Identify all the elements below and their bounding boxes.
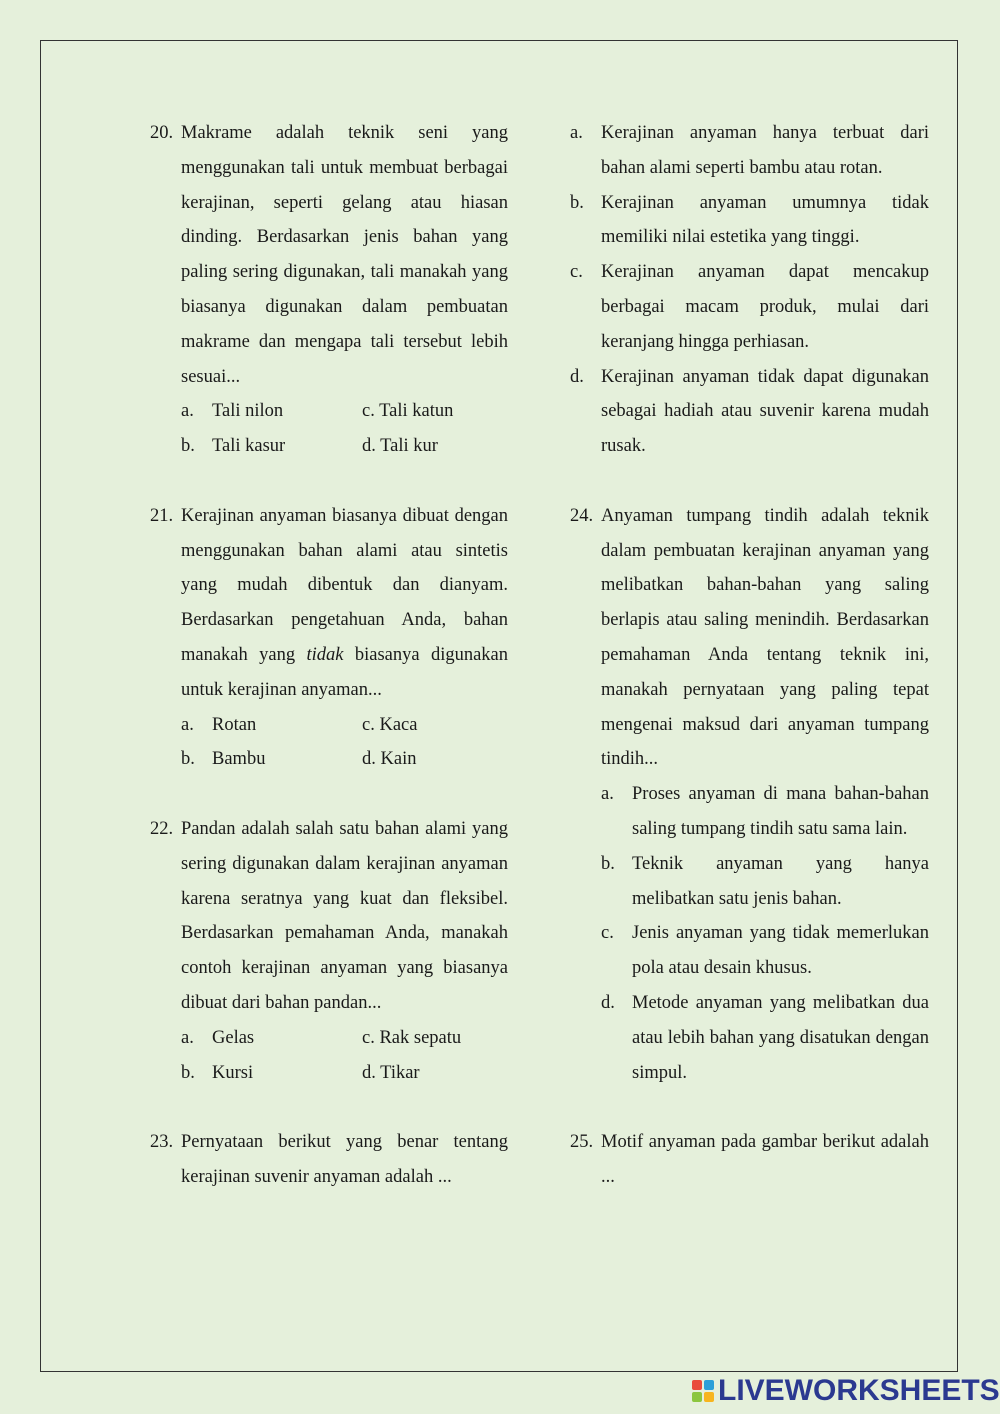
option-letter: b. [601, 853, 615, 874]
option-text: Jenis anyaman yang tidak memerlukan pola atau desain khusus. [632, 923, 929, 979]
option-a[interactable] [181, 394, 362, 429]
option-text: d. Tikar [362, 1062, 420, 1083]
option-d[interactable] [362, 1056, 508, 1091]
logo-tile-red [692, 1380, 702, 1390]
option-d[interactable] [362, 742, 508, 777]
question-number: 20. [150, 123, 174, 143]
option-letter: d. [601, 992, 615, 1013]
option-b[interactable] [601, 847, 929, 917]
option-text: Bambu [212, 749, 266, 770]
option-letter: a. [570, 123, 583, 143]
option-letter: c. [601, 923, 614, 944]
liveworksheets-logo-icon [692, 1380, 714, 1402]
option-c[interactable] [362, 1021, 508, 1056]
question-23 [150, 1125, 508, 1195]
option-d[interactable] [601, 986, 929, 1090]
question-23-options [570, 116, 929, 464]
question-number: 21. [150, 505, 174, 526]
option-letter: a. [181, 1027, 194, 1048]
stem-part-2: biasanya digunakan untuk kerajinan anyaman... [181, 644, 509, 700]
option-text: Rotan [212, 714, 257, 735]
question-number: 24. [570, 505, 594, 526]
logo-tile-yellow [704, 1392, 714, 1402]
right-column [570, 116, 929, 1195]
option-c[interactable] [570, 255, 929, 359]
option-letter: b. [181, 749, 195, 770]
option-a[interactable] [570, 116, 929, 186]
option-text: Kerajinan anyaman tidak dapat digunakan sebagai hadiah atau suvenir karena mudah rusak. [601, 366, 929, 457]
option-text: Kerajinan anyaman hanya terbuat dari bahan alami seperti bambu atau rotan. [601, 123, 929, 178]
question-21 [150, 499, 508, 777]
question-number: 25. [570, 1132, 594, 1153]
option-c[interactable] [362, 708, 508, 743]
question-20 [150, 116, 508, 464]
option-text: Kerajinan anyaman dapat mencakup berbagai macam produk, mulai dari keranjang hingga perhiasan. [601, 262, 929, 352]
option-text: Teknik anyaman yang hanya melibatkan satu jenis bahan. [632, 853, 929, 909]
question-24 [570, 499, 929, 1091]
option-letter: a. [601, 784, 614, 805]
option-text: Kursi [212, 1062, 254, 1083]
option-text: Proses anyaman di mana bahan-bahan saling tumpang tindih satu sama lain. [632, 784, 929, 839]
question-stem: Anyaman tumpang tindih adalah teknik dalam pembuatan kerajinan anyaman yang melibatkan bahan-bahan yang saling berlapis atau saling menindih. Berdasarkan pemahaman Anda tentang teknik ini, manakah pernyataan yang paling tepat mengenai maksud dari anyaman tumpang tindih... [601, 505, 929, 770]
option-b[interactable] [181, 1056, 362, 1091]
option-text: Gelas [212, 1027, 255, 1048]
option-letter: b. [181, 436, 195, 457]
question-number: 22. [150, 818, 174, 839]
option-text: Metode anyaman yang melibatkan dua atau lebih bahan yang disatukan dengan simpul. [632, 992, 929, 1083]
option-letter: d. [570, 366, 584, 387]
options [181, 708, 508, 778]
options [181, 394, 508, 464]
question-25 [570, 1125, 929, 1195]
options [601, 777, 929, 1090]
option-d[interactable] [570, 360, 929, 464]
option-b[interactable] [570, 186, 929, 256]
option-text: c. Rak sepatu [362, 1027, 462, 1048]
option-letter: a. [181, 714, 194, 735]
option-text: c. Tali katun [362, 401, 454, 422]
option-letter: a. [181, 401, 194, 422]
option-c[interactable] [362, 394, 508, 429]
option-d[interactable] [362, 429, 508, 464]
question-stem: Pandan adalah salah satu bahan alami yang sering digunakan dalam kerajinan anyaman karena seratnya yang kuat dan fleksibel. Berdasarkan pemahaman Anda, manakah contoh kerajinan anyaman yang biasanya dibuat dari bahan pandan... [181, 818, 508, 1013]
option-c[interactable] [601, 916, 929, 986]
option-letter: b. [570, 192, 584, 213]
question-stem [181, 499, 508, 708]
stem-part-1: Kerajinan anyaman biasanya dibuat dengan menggunakan bahan alami atau sintetis yang mudah dibentuk dan dianyam. Berdasarkan pengetahuan Anda, bahan manakah yang [181, 505, 508, 665]
option-text: d. Kain [362, 749, 417, 770]
option-b[interactable] [181, 429, 362, 464]
option-a[interactable] [181, 708, 362, 743]
left-column [150, 116, 508, 1195]
logo-tile-green [692, 1392, 702, 1402]
logo-tile-blue [704, 1380, 714, 1390]
liveworksheets-brand [692, 1374, 1000, 1408]
question-stem: Makrame adalah teknik seni yang menggunakan tali untuk membuat berbagai kerajinan, seperti gelang atau hiasan dinding. Berdasarkan jenis bahan yang paling sering digunakan, tali manakah yang biasanya digunakan dalam pembuatan makrame dan mengapa tali tersebut lebih sesuai... [181, 123, 508, 387]
question-stem: Pernyataan berikut yang benar tentang kerajinan suvenir anyaman adalah ... [181, 1132, 508, 1187]
stem-emphasis: tidak [306, 644, 344, 665]
question-22 [150, 812, 508, 1090]
question-stem: Motif anyaman pada gambar berikut adalah ... [601, 1132, 929, 1187]
option-letter: b. [181, 1062, 195, 1083]
option-text: d. Tali kur [362, 436, 438, 457]
option-a[interactable] [601, 777, 929, 847]
brand-text: LIVEWORKSHEETS [718, 1374, 1000, 1407]
option-a[interactable] [181, 1021, 362, 1056]
option-text: Kerajinan anyaman umumnya tidak memiliki nilai estetika yang tinggi. [601, 192, 929, 248]
options [181, 1021, 508, 1091]
option-text: Tali nilon [212, 401, 284, 422]
option-text: c. Kaca [362, 714, 418, 735]
option-b[interactable] [181, 742, 362, 777]
option-letter: c. [570, 262, 583, 283]
question-number: 23. [150, 1132, 174, 1153]
option-text: Tali kasur [212, 436, 286, 457]
